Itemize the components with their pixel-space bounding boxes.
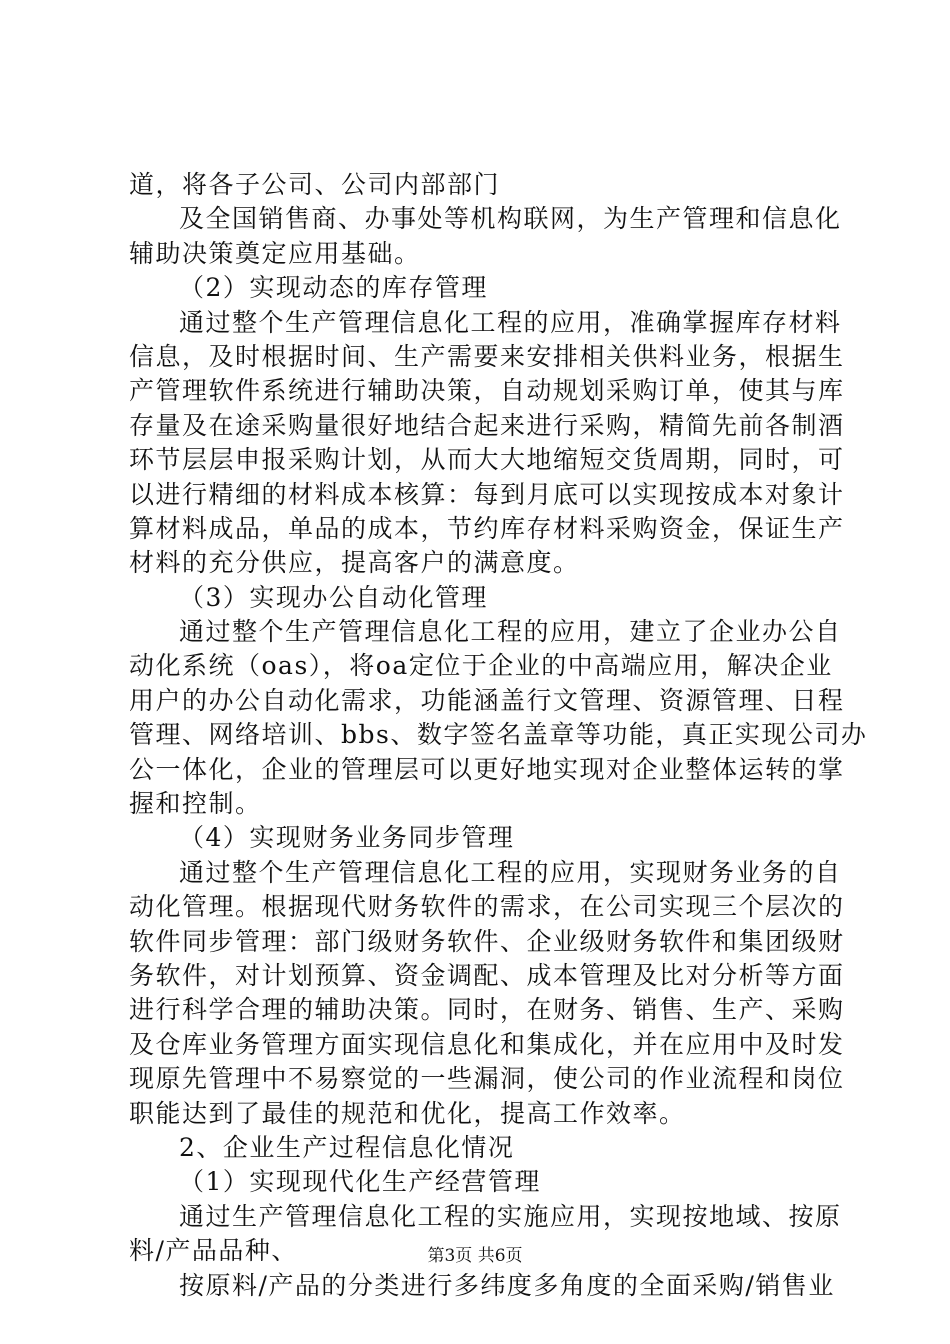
text-line: 产管理软件系统进行辅助决策，自动规划采购订单，使其与库 bbox=[129, 376, 845, 406]
text-line: 动化管理。根据现代财务软件的需求，在公司实现三个层次的 bbox=[129, 892, 845, 922]
page-number-footer: 第3页 共6页 bbox=[427, 1246, 523, 1266]
text-line: 料/产品品种、 bbox=[129, 1236, 298, 1266]
text-line: 材料的充分供应，提高客户的满意度。 bbox=[129, 548, 580, 578]
text-line: 用户的办公自动化需求，功能涵盖行文管理、资源管理、日程 bbox=[129, 685, 845, 715]
section-heading: （2）实现动态的库存管理 bbox=[179, 273, 488, 303]
text-line: 道，将各子公司、公司内部部门 bbox=[129, 170, 501, 199]
text-line: 务软件，对计划预算、资金调配、成本管理及比对分析等方面 bbox=[129, 960, 845, 990]
section-heading: （3）实现办公自动化管理 bbox=[179, 582, 488, 612]
text-line: 通过整个生产管理信息化工程的应用，实现财务业务的自 bbox=[179, 857, 842, 887]
text-line: 环节层层申报采购计划，从而大大地缩短交货周期，同时，可 bbox=[129, 445, 845, 475]
text-line: 以进行精细的材料成本核算：每到月底可以实现按成本对象计 bbox=[129, 479, 845, 509]
section-heading: （1）实现现代化生产经营管理 bbox=[179, 1167, 541, 1197]
text-line: 按原料/产品的分类进行多纬度多角度的全面采购/销售业 bbox=[179, 1270, 835, 1300]
text-line: 握和控制。 bbox=[129, 789, 262, 819]
text-line: 通过整个生产管理信息化工程的应用，建立了企业办公自 bbox=[179, 617, 842, 647]
section-heading: （4）实现财务业务同步管理 bbox=[179, 823, 515, 853]
text-line: 公一体化，企业的管理层可以更好地实现对企业整体运转的掌 bbox=[129, 754, 845, 784]
text-line: 信息，及时根据时间、生产需要来安排相关供料业务，根据生 bbox=[129, 341, 845, 371]
text-line: 软件同步管理：部门级财务软件、企业级财务软件和集团级财 bbox=[129, 926, 845, 956]
text-line: 及仓库业务管理方面实现信息化和集成化，并在应用中及时发 bbox=[129, 1029, 845, 1059]
body-text bbox=[129, 168, 868, 1303]
text-line: 通过整个生产管理信息化工程的应用，准确掌握库存材料 bbox=[179, 307, 842, 337]
text-line: 进行科学合理的辅助决策。同时，在财务、销售、生产、采购 bbox=[129, 995, 845, 1025]
text-line: 现原先管理中不易察觉的一些漏洞，使公司的作业流程和岗位 bbox=[129, 1064, 845, 1094]
text-line: 存量及在途采购量很好地结合起来进行采购，精简先前各制酒 bbox=[129, 410, 845, 440]
text-line: 职能达到了最佳的规范和优化，提高工作效率。 bbox=[129, 1098, 686, 1128]
text-line: 及全国销售商、办事处等机构联网，为生产管理和信息化 bbox=[179, 204, 842, 234]
text-line: 通过生产管理信息化工程的实施应用，实现按地域、按原 bbox=[179, 1201, 842, 1231]
text-line: 算材料成品，单品的成本，节约库存材料采购资金，保证生产 bbox=[129, 513, 845, 543]
section-heading: 2、企业生产过程信息化情况 bbox=[179, 1132, 515, 1162]
text-line: 辅助决策奠定应用基础。 bbox=[129, 238, 421, 268]
text-line: 动化系统（oas），将oa定位于企业的中高端应用，解决企业 bbox=[129, 651, 833, 681]
text-line: 管理、网络培训、bbs、数字签名盖章等功能，真正实现公司办 bbox=[129, 720, 868, 750]
